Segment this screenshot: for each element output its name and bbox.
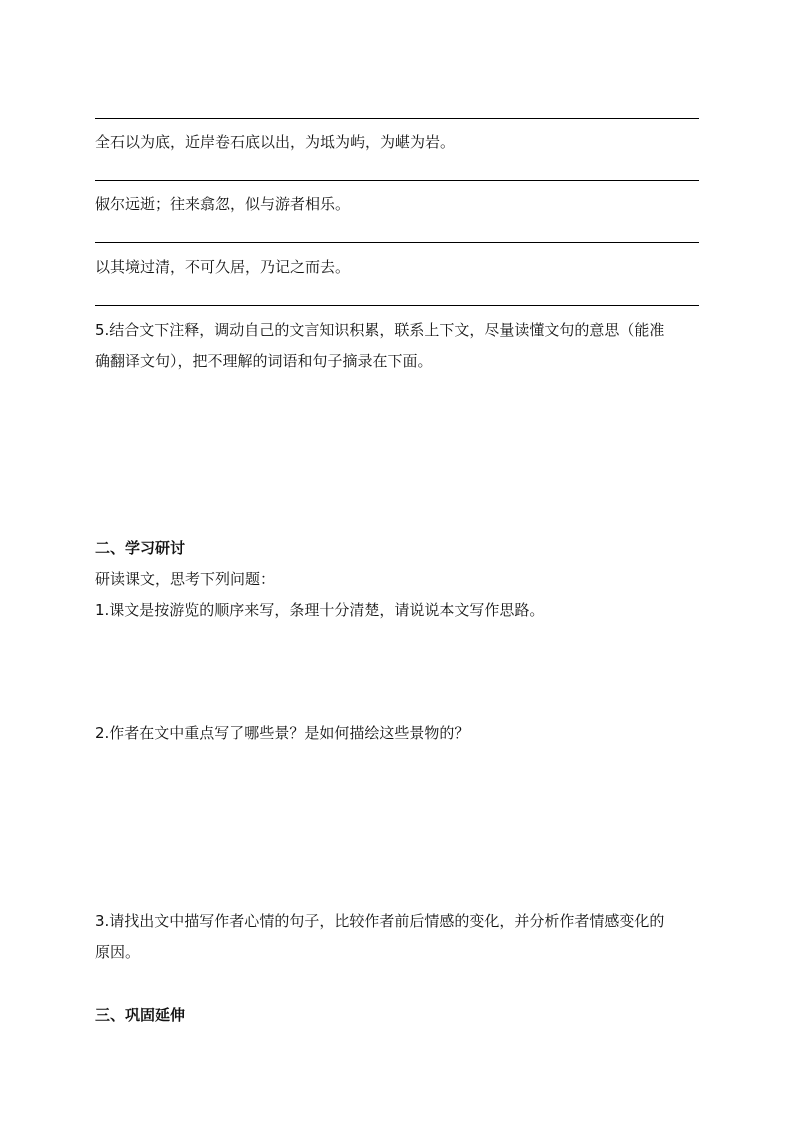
section-2-question-3-line-1: 3.请找出文中描写作者心情的句子，比较作者前后情感的变化，并分析作者情感变化的 <box>95 912 665 930</box>
answer-line-2 <box>95 180 699 181</box>
section-2-intro: 研读课文，思考下列问题： <box>95 570 276 588</box>
sentence-1: 全石以为底，近岸卷石底以出，为坻为屿，为嵁为岩。 <box>95 133 456 151</box>
question-5-line-2: 确翻译文句），把不理解的词语和句子摘录在下面。 <box>95 352 433 370</box>
section-2-question-2: 2.作者在文中重点写了哪些景？是如何描绘这些景物的？ <box>95 724 470 742</box>
sentence-3: 以其境过清，不可久居，乃记之而去。 <box>95 258 351 276</box>
section-2-question-1: 1.课文是按游览的顺序来写，条理十分清楚，请说说本文写作思路。 <box>95 601 545 619</box>
answer-line-3 <box>95 242 699 243</box>
answer-line-1 <box>95 118 699 119</box>
section-2-question-3-line-2: 原因。 <box>95 943 141 961</box>
sentence-2: 俶尔远逝；往来翕忽，似与游者相乐。 <box>95 195 351 213</box>
answer-line-4 <box>95 305 699 306</box>
question-5-line-1: 5.结合文下注释，调动自己的文言知识积累，联系上下文，尽量读懂文句的意思（能准 <box>95 321 665 339</box>
section-2-title: 二、学习研讨 <box>95 539 186 557</box>
section-3-title: 三、巩固延伸 <box>95 1006 186 1024</box>
